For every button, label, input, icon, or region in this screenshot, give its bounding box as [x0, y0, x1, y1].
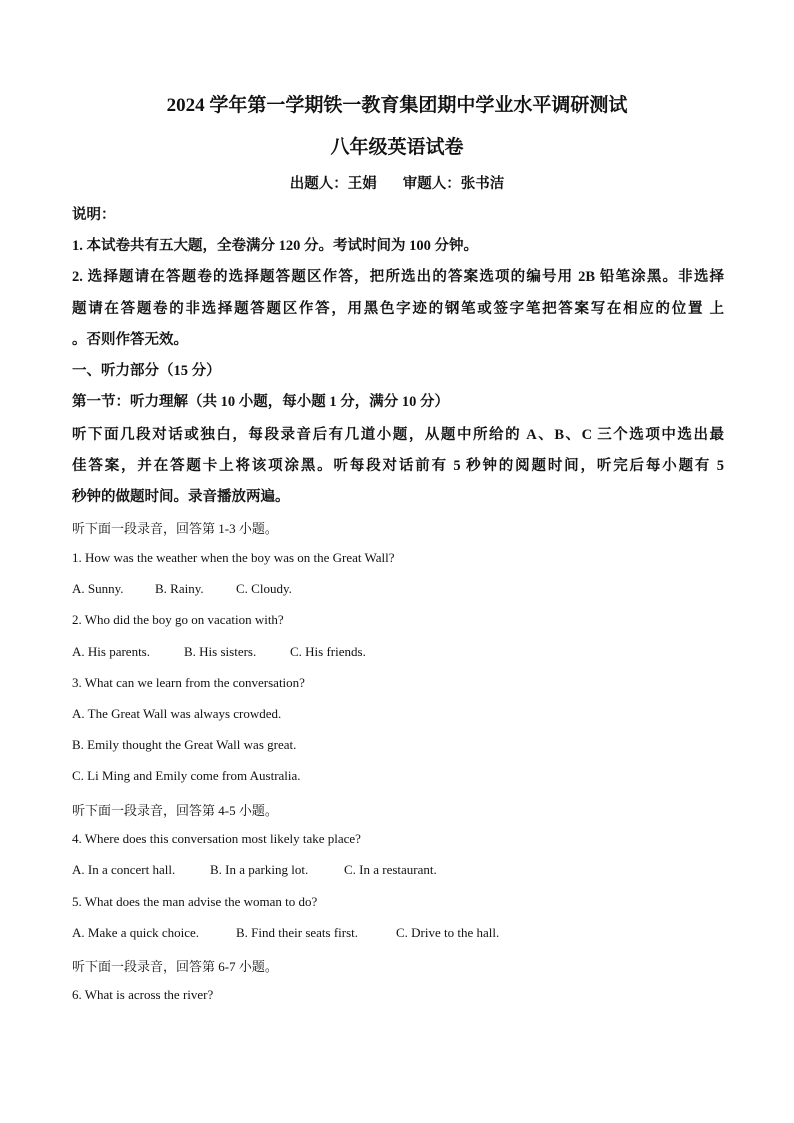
option-c: C. In a restaurant.: [344, 862, 437, 877]
option-b: B. Rainy.: [155, 581, 204, 596]
question-options: [72, 862, 724, 878]
directions-line-1: 听下面几段对话或独白，每段录音后有几道小题，从题中所给的 A、B、C 三个选项中选出最: [72, 427, 724, 443]
option-c: C. Li Ming and Emily come from Australia.: [72, 768, 301, 783]
question-stem: 4. Where does this conversation most likely take place?: [72, 831, 361, 846]
option-b: B. Emily thought the Great Wall was great.: [72, 737, 297, 752]
group-intro: 听下面一段录音，回答第 4-5 小题。: [72, 803, 278, 818]
option-a: A. Make a quick choice.: [72, 925, 200, 940]
option-a: A. His parents.: [72, 644, 150, 659]
option-c: C. Drive to the hall.: [396, 925, 500, 940]
directions-line-2: 佳答案，并在答题卡上将该项涂黑。听每段对话前有 5 秒钟的阅题时间，听完后每小题有 5: [72, 458, 724, 474]
subsection-title: 第一节：听力理解（共 10 小题，每小题 1 分，满分 10 分）: [72, 394, 449, 410]
question-options: [72, 644, 724, 660]
option-b: B. In a parking lot.: [210, 862, 309, 877]
question-options: [72, 581, 724, 597]
question-options: [72, 925, 724, 941]
option-c: C. His friends.: [290, 644, 366, 659]
directions-line-3: 秒钟的做题时间。录音播放两遍。: [72, 489, 290, 505]
instruction-item-2-line-3: 。否则作答无效。: [72, 332, 188, 348]
instruction-item-2-line-1: 2. 选择题请在答题卷的选择题答题区作答，把所选出的答案选项的编号用 2B 铅笔涂黑。非选择: [72, 269, 724, 285]
option-b: B. His sisters.: [184, 644, 257, 659]
reviewer: 审题人：张书洁: [402, 176, 505, 192]
question-stem: 5. What does the man advise the woman to do?: [72, 894, 318, 909]
question-stem: 2. Who did the boy go on vacation with?: [72, 612, 284, 627]
group-intro: 听下面一段录音，回答第 6-7 小题。: [72, 959, 278, 974]
instruction-item-2-line-2: 题请在答题卷的非选择题答题区作答，用黑色字迹的钢笔或签字笔把答案写在相应的位置 上: [72, 301, 724, 317]
exam-subtitle: 八年级英语试卷: [330, 137, 464, 158]
question-stem: 1. How was the weather when the boy was on the Great Wall?: [72, 550, 395, 565]
group-intro: 听下面一段录音，回答第 1-3 小题。: [72, 521, 278, 536]
option-a: A. In a concert hall.: [72, 862, 176, 877]
option-b: B. Find their seats first.: [236, 925, 359, 940]
option-a: A. Sunny.: [72, 581, 124, 596]
question-stem: 3. What can we learn from the conversation?: [72, 675, 305, 690]
option-a: A. The Great Wall was always crowded.: [72, 706, 282, 721]
exam-title: 2024 学年第一学期铁一教育集团期中学业水平调研测试: [166, 95, 628, 116]
part-title: 一、听力部分（15 分）: [72, 363, 221, 379]
question-stem: 6. What is across the river?: [72, 987, 214, 1002]
instructions-heading: 说明：: [72, 207, 116, 223]
instruction-item-1: 1. 本试卷共有五大题，全卷满分 120 分。考试时间为 100 分钟。: [72, 238, 478, 254]
authors-line: [0, 172, 794, 193]
option-c: C. Cloudy.: [236, 581, 292, 596]
setter: 出题人：王娟: [289, 176, 377, 192]
